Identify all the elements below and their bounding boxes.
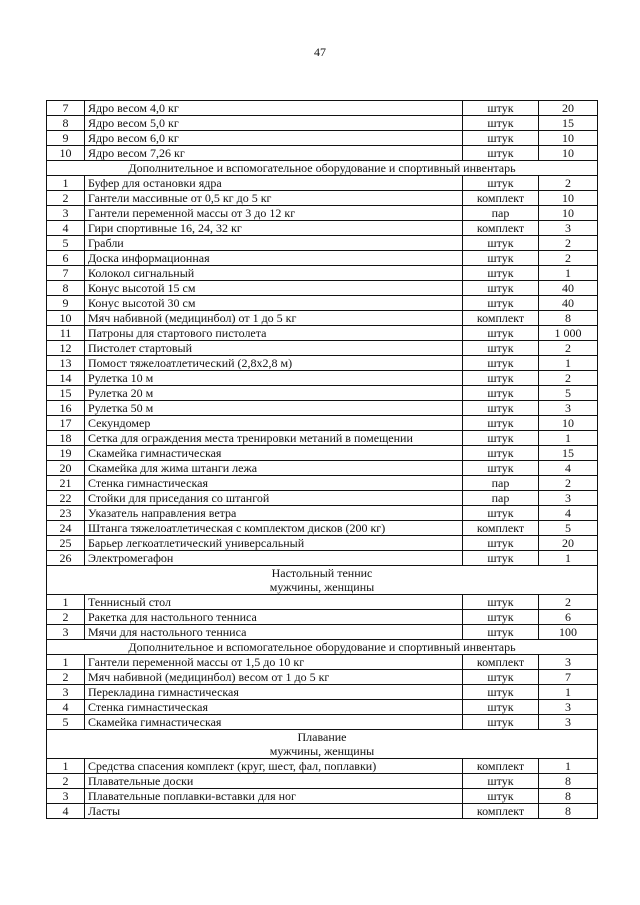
item-name: Плавательные поплавки-вставки для ног bbox=[85, 789, 463, 804]
row-number: 12 bbox=[47, 341, 85, 356]
table-row bbox=[47, 101, 598, 116]
row-number: 1 bbox=[47, 176, 85, 191]
table-row bbox=[47, 700, 598, 715]
item-name: Гири спортивные 16, 24, 32 кг bbox=[85, 221, 463, 236]
quantity: 2 bbox=[539, 476, 598, 491]
table-row bbox=[47, 491, 598, 506]
item-name: Стойки для приседания со штангой bbox=[85, 491, 463, 506]
row-number: 1 bbox=[47, 759, 85, 774]
table-row bbox=[47, 116, 598, 131]
item-name: Грабли bbox=[85, 236, 463, 251]
table-row bbox=[47, 536, 598, 551]
quantity: 15 bbox=[539, 446, 598, 461]
row-number: 6 bbox=[47, 251, 85, 266]
item-name: Скамейка гимнастическая bbox=[85, 715, 463, 730]
item-name: Барьер легкоатлетический универсальный bbox=[85, 536, 463, 551]
section-header-row bbox=[47, 730, 598, 759]
table-row bbox=[47, 386, 598, 401]
unit-of-measure: штук bbox=[463, 536, 539, 551]
row-number: 5 bbox=[47, 715, 85, 730]
unit-of-measure: пар bbox=[463, 206, 539, 221]
row-number: 13 bbox=[47, 356, 85, 371]
table-row bbox=[47, 715, 598, 730]
table-row bbox=[47, 281, 598, 296]
table-row bbox=[47, 595, 598, 610]
item-name: Гантели массивные от 0,5 кг до 5 кг bbox=[85, 191, 463, 206]
table-row bbox=[47, 446, 598, 461]
quantity: 3 bbox=[539, 715, 598, 730]
item-name: Конус высотой 15 см bbox=[85, 281, 463, 296]
row-number: 16 bbox=[47, 401, 85, 416]
item-name: Мячи для настольного тенниса bbox=[85, 625, 463, 640]
quantity: 8 bbox=[539, 311, 598, 326]
unit-of-measure: штук bbox=[463, 715, 539, 730]
item-name: Конус высотой 30 см bbox=[85, 296, 463, 311]
table-row bbox=[47, 655, 598, 670]
unit-of-measure: комплект bbox=[463, 759, 539, 774]
section-header-row bbox=[47, 640, 598, 655]
table-row bbox=[47, 221, 598, 236]
unit-of-measure: комплект bbox=[463, 191, 539, 206]
table-row bbox=[47, 774, 598, 789]
unit-of-measure: штук bbox=[463, 236, 539, 251]
section-header-row bbox=[47, 566, 598, 595]
item-name: Ласты bbox=[85, 804, 463, 819]
unit-of-measure: штук bbox=[463, 386, 539, 401]
quantity: 20 bbox=[539, 101, 598, 116]
table-row bbox=[47, 476, 598, 491]
table-row bbox=[47, 551, 598, 566]
row-number: 7 bbox=[47, 266, 85, 281]
quantity: 2 bbox=[539, 251, 598, 266]
section-title bbox=[47, 640, 598, 655]
row-number: 25 bbox=[47, 536, 85, 551]
item-name: Сетка для ограждения места тренировки метаний в помещении bbox=[85, 431, 463, 446]
unit-of-measure: штук bbox=[463, 341, 539, 356]
quantity: 1 bbox=[539, 431, 598, 446]
quantity: 10 bbox=[539, 416, 598, 431]
row-number: 1 bbox=[47, 655, 85, 670]
unit-of-measure: штук bbox=[463, 700, 539, 715]
quantity: 4 bbox=[539, 461, 598, 476]
row-number: 2 bbox=[47, 774, 85, 789]
row-number: 2 bbox=[47, 191, 85, 206]
table-row bbox=[47, 521, 598, 536]
item-name: Плавательные доски bbox=[85, 774, 463, 789]
table-row bbox=[47, 341, 598, 356]
table-row bbox=[47, 311, 598, 326]
row-number: 8 bbox=[47, 281, 85, 296]
row-number: 1 bbox=[47, 595, 85, 610]
item-name: Рулетка 10 м bbox=[85, 371, 463, 386]
equipment-table bbox=[46, 100, 598, 819]
table-row bbox=[47, 461, 598, 476]
section-title-line: мужчины, женщины bbox=[269, 744, 375, 758]
item-name: Гантели переменной массы от 3 до 12 кг bbox=[85, 206, 463, 221]
item-name: Рулетка 50 м bbox=[85, 401, 463, 416]
unit-of-measure: штук bbox=[463, 685, 539, 700]
section-title-line: Дополнительное и вспомогательное оборудование и спортивный инвентарь bbox=[128, 161, 516, 175]
row-number: 3 bbox=[47, 685, 85, 700]
unit-of-measure: штук bbox=[463, 610, 539, 625]
unit-of-measure: штук bbox=[463, 446, 539, 461]
quantity: 3 bbox=[539, 700, 598, 715]
section-title-line: Плавание bbox=[297, 730, 347, 744]
table-row bbox=[47, 146, 598, 161]
item-name: Стенка гимнастическая bbox=[85, 476, 463, 491]
unit-of-measure: штук bbox=[463, 101, 539, 116]
row-number: 10 bbox=[47, 146, 85, 161]
unit-of-measure: комплект bbox=[463, 221, 539, 236]
row-number: 11 bbox=[47, 326, 85, 341]
item-name: Мяч набивной (медицинбол) от 1 до 5 кг bbox=[85, 311, 463, 326]
row-number: 20 bbox=[47, 461, 85, 476]
table-row bbox=[47, 206, 598, 221]
quantity: 2 bbox=[539, 595, 598, 610]
section-title-line: Дополнительное и вспомогательное оборудование и спортивный инвентарь bbox=[128, 640, 516, 654]
table-row bbox=[47, 401, 598, 416]
item-name: Ядро весом 6,0 кг bbox=[85, 131, 463, 146]
table-row bbox=[47, 251, 598, 266]
table-row bbox=[47, 759, 598, 774]
quantity: 1 bbox=[539, 356, 598, 371]
row-number: 18 bbox=[47, 431, 85, 446]
table-row bbox=[47, 416, 598, 431]
item-name: Ракетка для настольного тенниса bbox=[85, 610, 463, 625]
row-number: 8 bbox=[47, 116, 85, 131]
unit-of-measure: штук bbox=[463, 670, 539, 685]
item-name: Указатель направления ветра bbox=[85, 506, 463, 521]
row-number: 2 bbox=[47, 610, 85, 625]
item-name: Мяч набивной (медицинбол) весом от 1 до 5 кг bbox=[85, 670, 463, 685]
table-row bbox=[47, 506, 598, 521]
unit-of-measure: штук bbox=[463, 281, 539, 296]
row-number: 17 bbox=[47, 416, 85, 431]
quantity: 6 bbox=[539, 610, 598, 625]
table-row bbox=[47, 266, 598, 281]
unit-of-measure: штук bbox=[463, 116, 539, 131]
unit-of-measure: комплект bbox=[463, 311, 539, 326]
section-title bbox=[47, 161, 598, 176]
row-number: 4 bbox=[47, 221, 85, 236]
quantity: 20 bbox=[539, 536, 598, 551]
quantity: 40 bbox=[539, 281, 598, 296]
quantity: 8 bbox=[539, 789, 598, 804]
quantity: 5 bbox=[539, 386, 598, 401]
row-number: 22 bbox=[47, 491, 85, 506]
quantity: 7 bbox=[539, 670, 598, 685]
quantity: 15 bbox=[539, 116, 598, 131]
quantity: 3 bbox=[539, 655, 598, 670]
unit-of-measure: штук bbox=[463, 416, 539, 431]
row-number: 3 bbox=[47, 789, 85, 804]
unit-of-measure: штук bbox=[463, 176, 539, 191]
table-row bbox=[47, 191, 598, 206]
item-name: Буфер для остановки ядра bbox=[85, 176, 463, 191]
unit-of-measure: штук bbox=[463, 296, 539, 311]
table-row bbox=[47, 236, 598, 251]
quantity: 2 bbox=[539, 341, 598, 356]
row-number: 9 bbox=[47, 296, 85, 311]
page-number: 47 bbox=[314, 45, 326, 59]
table-row bbox=[47, 685, 598, 700]
item-name: Доска информационная bbox=[85, 251, 463, 266]
quantity: 1 bbox=[539, 551, 598, 566]
quantity: 1 000 bbox=[539, 326, 598, 341]
unit-of-measure: штук bbox=[463, 371, 539, 386]
row-number: 2 bbox=[47, 670, 85, 685]
item-name: Рулетка 20 м bbox=[85, 386, 463, 401]
quantity: 1 bbox=[539, 759, 598, 774]
row-number: 19 bbox=[47, 446, 85, 461]
unit-of-measure: штук bbox=[463, 461, 539, 476]
item-name: Помост тяжелоатлетический (2,8х2,8 м) bbox=[85, 356, 463, 371]
row-number: 26 bbox=[47, 551, 85, 566]
table-row bbox=[47, 804, 598, 819]
quantity: 4 bbox=[539, 506, 598, 521]
equipment-table-body bbox=[47, 101, 598, 819]
table-row bbox=[47, 131, 598, 146]
quantity: 10 bbox=[539, 146, 598, 161]
unit-of-measure: штук bbox=[463, 131, 539, 146]
unit-of-measure: штук bbox=[463, 266, 539, 281]
unit-of-measure: комплект bbox=[463, 521, 539, 536]
row-number: 24 bbox=[47, 521, 85, 536]
unit-of-measure: штук bbox=[463, 356, 539, 371]
unit-of-measure: штук bbox=[463, 431, 539, 446]
section-title-line: мужчины, женщины bbox=[269, 580, 375, 594]
unit-of-measure: штук bbox=[463, 789, 539, 804]
unit-of-measure: штук bbox=[463, 625, 539, 640]
quantity: 8 bbox=[539, 774, 598, 789]
quantity: 10 bbox=[539, 206, 598, 221]
unit-of-measure: штук bbox=[463, 595, 539, 610]
table-row bbox=[47, 296, 598, 311]
quantity: 2 bbox=[539, 176, 598, 191]
unit-of-measure: штук bbox=[463, 401, 539, 416]
item-name: Патроны для стартового пистолета bbox=[85, 326, 463, 341]
row-number: 14 bbox=[47, 371, 85, 386]
quantity: 1 bbox=[539, 266, 598, 281]
quantity: 5 bbox=[539, 521, 598, 536]
unit-of-measure: комплект bbox=[463, 804, 539, 819]
item-name: Скамейка для жима штанги лежа bbox=[85, 461, 463, 476]
quantity: 40 bbox=[539, 296, 598, 311]
quantity: 10 bbox=[539, 131, 598, 146]
unit-of-measure: штук bbox=[463, 551, 539, 566]
row-number: 21 bbox=[47, 476, 85, 491]
quantity: 3 bbox=[539, 221, 598, 236]
quantity: 10 bbox=[539, 191, 598, 206]
section-title-line: Настольный теннис bbox=[271, 566, 373, 580]
item-name: Перекладина гимнастическая bbox=[85, 685, 463, 700]
unit-of-measure: пар bbox=[463, 491, 539, 506]
row-number: 5 bbox=[47, 236, 85, 251]
unit-of-measure: пар bbox=[463, 476, 539, 491]
row-number: 3 bbox=[47, 625, 85, 640]
table-row bbox=[47, 625, 598, 640]
item-name: Ядро весом 5,0 кг bbox=[85, 116, 463, 131]
item-name: Стенка гимнастическая bbox=[85, 700, 463, 715]
item-name: Ядро весом 7,26 кг bbox=[85, 146, 463, 161]
unit-of-measure: комплект bbox=[463, 655, 539, 670]
unit-of-measure: штук bbox=[463, 774, 539, 789]
row-number: 7 bbox=[47, 101, 85, 116]
row-number: 4 bbox=[47, 700, 85, 715]
table-row bbox=[47, 326, 598, 341]
row-number: 3 bbox=[47, 206, 85, 221]
table-row bbox=[47, 431, 598, 446]
quantity: 2 bbox=[539, 371, 598, 386]
quantity: 3 bbox=[539, 401, 598, 416]
section-title bbox=[47, 566, 598, 595]
section-title bbox=[47, 730, 598, 759]
item-name: Электромегафон bbox=[85, 551, 463, 566]
table-row bbox=[47, 176, 598, 191]
unit-of-measure: штук bbox=[463, 326, 539, 341]
unit-of-measure: штук bbox=[463, 506, 539, 521]
row-number: 15 bbox=[47, 386, 85, 401]
row-number: 10 bbox=[47, 311, 85, 326]
item-name: Колокол сигнальный bbox=[85, 266, 463, 281]
quantity: 100 bbox=[539, 625, 598, 640]
item-name: Средства спасения комплект (круг, шест, фал, поплавки) bbox=[85, 759, 463, 774]
quantity: 8 bbox=[539, 804, 598, 819]
item-name: Секундомер bbox=[85, 416, 463, 431]
quantity: 2 bbox=[539, 236, 598, 251]
table-row bbox=[47, 356, 598, 371]
section-header-row bbox=[47, 161, 598, 176]
item-name: Штанга тяжелоатлетическая с комплектом дисков (200 кг) bbox=[85, 521, 463, 536]
quantity: 1 bbox=[539, 685, 598, 700]
item-name: Ядро весом 4,0 кг bbox=[85, 101, 463, 116]
row-number: 4 bbox=[47, 804, 85, 819]
unit-of-measure: штук bbox=[463, 146, 539, 161]
row-number: 9 bbox=[47, 131, 85, 146]
quantity: 3 bbox=[539, 491, 598, 506]
table-row bbox=[47, 670, 598, 685]
item-name: Скамейка гимнастическая bbox=[85, 446, 463, 461]
table-row bbox=[47, 610, 598, 625]
item-name: Гантели переменной массы от 1,5 до 10 кг bbox=[85, 655, 463, 670]
item-name: Пистолет стартовый bbox=[85, 341, 463, 356]
unit-of-measure: штук bbox=[463, 251, 539, 266]
table-row bbox=[47, 789, 598, 804]
table-row bbox=[47, 371, 598, 386]
item-name: Теннисный стол bbox=[85, 595, 463, 610]
row-number: 23 bbox=[47, 506, 85, 521]
